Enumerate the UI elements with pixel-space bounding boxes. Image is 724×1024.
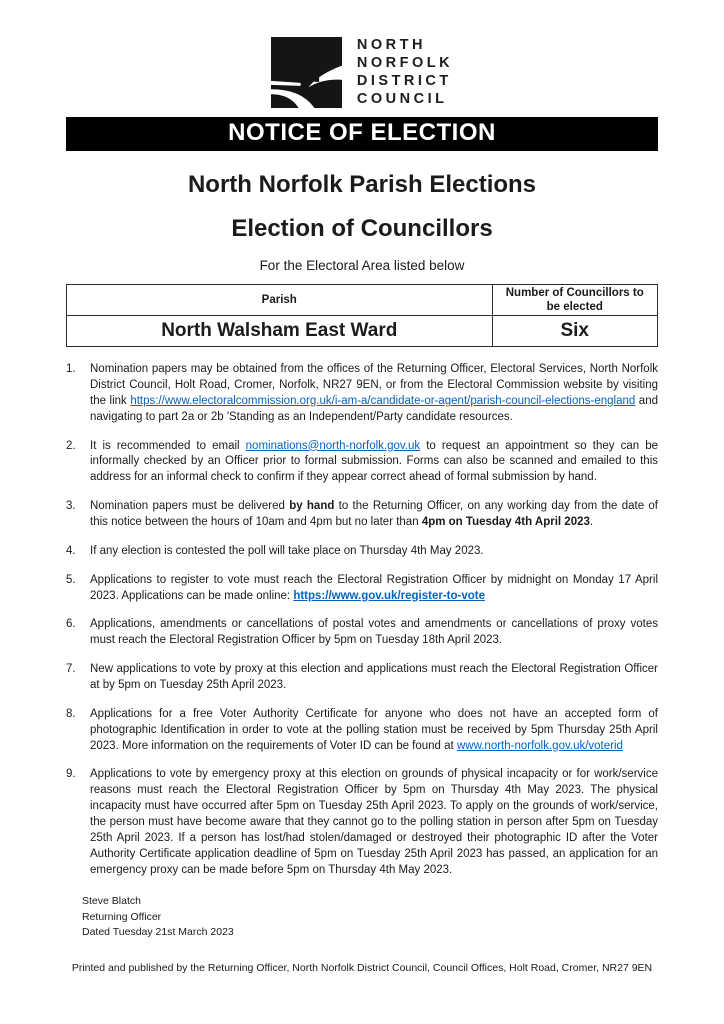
notice-text: Applications to vote by emergency proxy at this election on grounds of physical incapacity or for work/service reasons must reach the Electoral Registration Officer by 5pm on Thursday 4th May 2023. The physical incapacity must have occurred after 5pm on Tuesday 25th April 2023. To apply on the grounds of work/service, the person must have become aware that they cannot go to the polling station in person after 5pm on Tuesday 25th April 2023. If a person has lost/had stolen/damaged or destroyed their photographic ID after the Voter Authority Certificate application deadline of 5pm on Tuesday 25th April 2023 has passed, an application for an emergency proxy can be made before 5pm on Thursday 4th May 2023. xyxy=(90,768,658,876)
electoral-area-table xyxy=(66,284,658,347)
notice-item-2 xyxy=(66,439,658,487)
councillors-column-header: Number of Councillors to be elected xyxy=(492,285,657,316)
signature-block xyxy=(82,894,724,940)
notice-item-3 xyxy=(66,499,658,531)
notice-item-9 xyxy=(66,767,658,878)
notice-banner-title: NOTICE OF ELECTION xyxy=(228,118,496,146)
council-logo-mark-icon xyxy=(271,37,342,108)
hyperlink[interactable]: www.north-norfolk.gov.uk/voterid xyxy=(456,739,623,752)
table-header-row xyxy=(67,285,658,316)
logo-line-2: NORFOLK xyxy=(356,54,454,71)
council-logo-wordmark xyxy=(357,37,453,109)
notice-item-1 xyxy=(66,362,658,425)
notice-number: 6. xyxy=(66,618,76,631)
table-row xyxy=(67,316,658,347)
bold-text: by hand xyxy=(289,500,335,513)
parish-cell: North Walsham East Ward xyxy=(67,316,493,347)
logo-line-1: NORTH xyxy=(356,37,426,53)
notice-text: New applications to vote by proxy at this election and applications must reach the Electoral Registration Officer at by 5pm on Tuesday 25th April 2023. xyxy=(90,663,658,691)
main-heading: North Norfolk Parish Elections xyxy=(187,170,537,198)
notice-text: If any election is contested the poll will take place on Thursday 4th May 2023. xyxy=(90,544,484,557)
signatory-name: Steve Blatch xyxy=(82,895,141,908)
notice-number: 1. xyxy=(66,363,76,376)
councillors-cell: Six xyxy=(492,316,657,347)
sub-heading: Election of Councillors xyxy=(231,215,493,243)
notice-text: Applications to register to vote must reach the Electoral Registration Officer by midnight on Monday 17 April 2023. Applications can be made online: https://www.gov.uk/register-to-vote xyxy=(90,573,658,602)
notice-text: It is recommended to email nominations@north-norfolk.gov.uk to request an appointment so they can be informally checked by an Officer prior to formal submission. Forms can also be scanned and emailed to this address for an informal check to confirm if they appear correct ahead of formal submission by hand. xyxy=(90,439,658,484)
signatory-role: Returning Officer xyxy=(82,910,162,923)
notice-item-5 xyxy=(66,573,658,605)
signature-date: Dated Tuesday 21st March 2023 xyxy=(82,925,234,938)
notice-text: Nomination papers must be delivered by hand to the Returning Officer, on any working day from the date of this notice between the hours of 10am and 4pm but no later than 4pm on Tuesday 4th April 2023. xyxy=(90,500,659,528)
imprint-footer: Printed and published by the Returning Officer, North Norfolk District Council, Council Offices, Holt Road, Cromer, NR27 9EN xyxy=(71,962,653,975)
notice-number: 3. xyxy=(66,500,76,513)
notice-number: 2. xyxy=(66,439,76,452)
hyperlink[interactable]: nominations@north-norfolk.gov.uk xyxy=(245,439,421,452)
notice-banner xyxy=(66,117,658,151)
notice-number: 5. xyxy=(66,573,76,586)
hyperlink[interactable]: https://www.gov.uk/register-to-vote xyxy=(293,589,485,602)
notice-number: 8. xyxy=(66,707,76,720)
electoral-area-note: For the Electoral Area listed below xyxy=(259,258,465,274)
logo-line-4: COUNCIL xyxy=(356,90,448,107)
notice-number: 7. xyxy=(66,663,76,676)
bold-text: 4pm on Tuesday 4th April 2023 xyxy=(421,515,590,528)
notice-text: Nomination papers may be obtained from the offices of the Returning Officer, Electoral Services, North Norfolk District Council, Holt Road, Cromer, Norfolk, NR27 9EN, or from the Electoral Commission website by visiting the link https://www.electoralcommission.org.uk/i-am-a/candidate-or-agent/parish-council-elections-england and navigating to part 2a or 2b 'Standing as an Independent/Party candidate resources. xyxy=(90,363,658,423)
hyperlink[interactable]: https://www.electoralcommission.org.uk/i-am-a/candidate-or-agent/parish-council-elections-england xyxy=(130,394,636,407)
logo-line-3: DISTRICT xyxy=(356,72,452,89)
notice-item-6 xyxy=(66,617,658,649)
notice-number: 4. xyxy=(66,544,76,557)
notice-number: 9. xyxy=(66,768,76,781)
notice-text: Applications, amendments or cancellations of postal votes and amendments or cancellations of proxy votes must reach the Electoral Registration Officer by 5pm on Tuesday 18th April 2023. xyxy=(90,618,658,647)
notice-item-7 xyxy=(66,662,658,694)
council-logo xyxy=(0,0,724,109)
notice-item-8 xyxy=(66,707,658,755)
parish-column-header: Parish xyxy=(67,285,493,316)
notices-list xyxy=(66,362,658,878)
notice-text: Applications for a free Voter Authority Certificate for anyone who does not have an accepted form of photographic Identification in order to vote at the polling station must be received by 5pm Thursday 25th April 2023. More information on the requirements of Voter ID can be found at www.north-norfolk.gov.uk/voterid xyxy=(90,707,658,752)
notice-item-4 xyxy=(66,544,658,560)
